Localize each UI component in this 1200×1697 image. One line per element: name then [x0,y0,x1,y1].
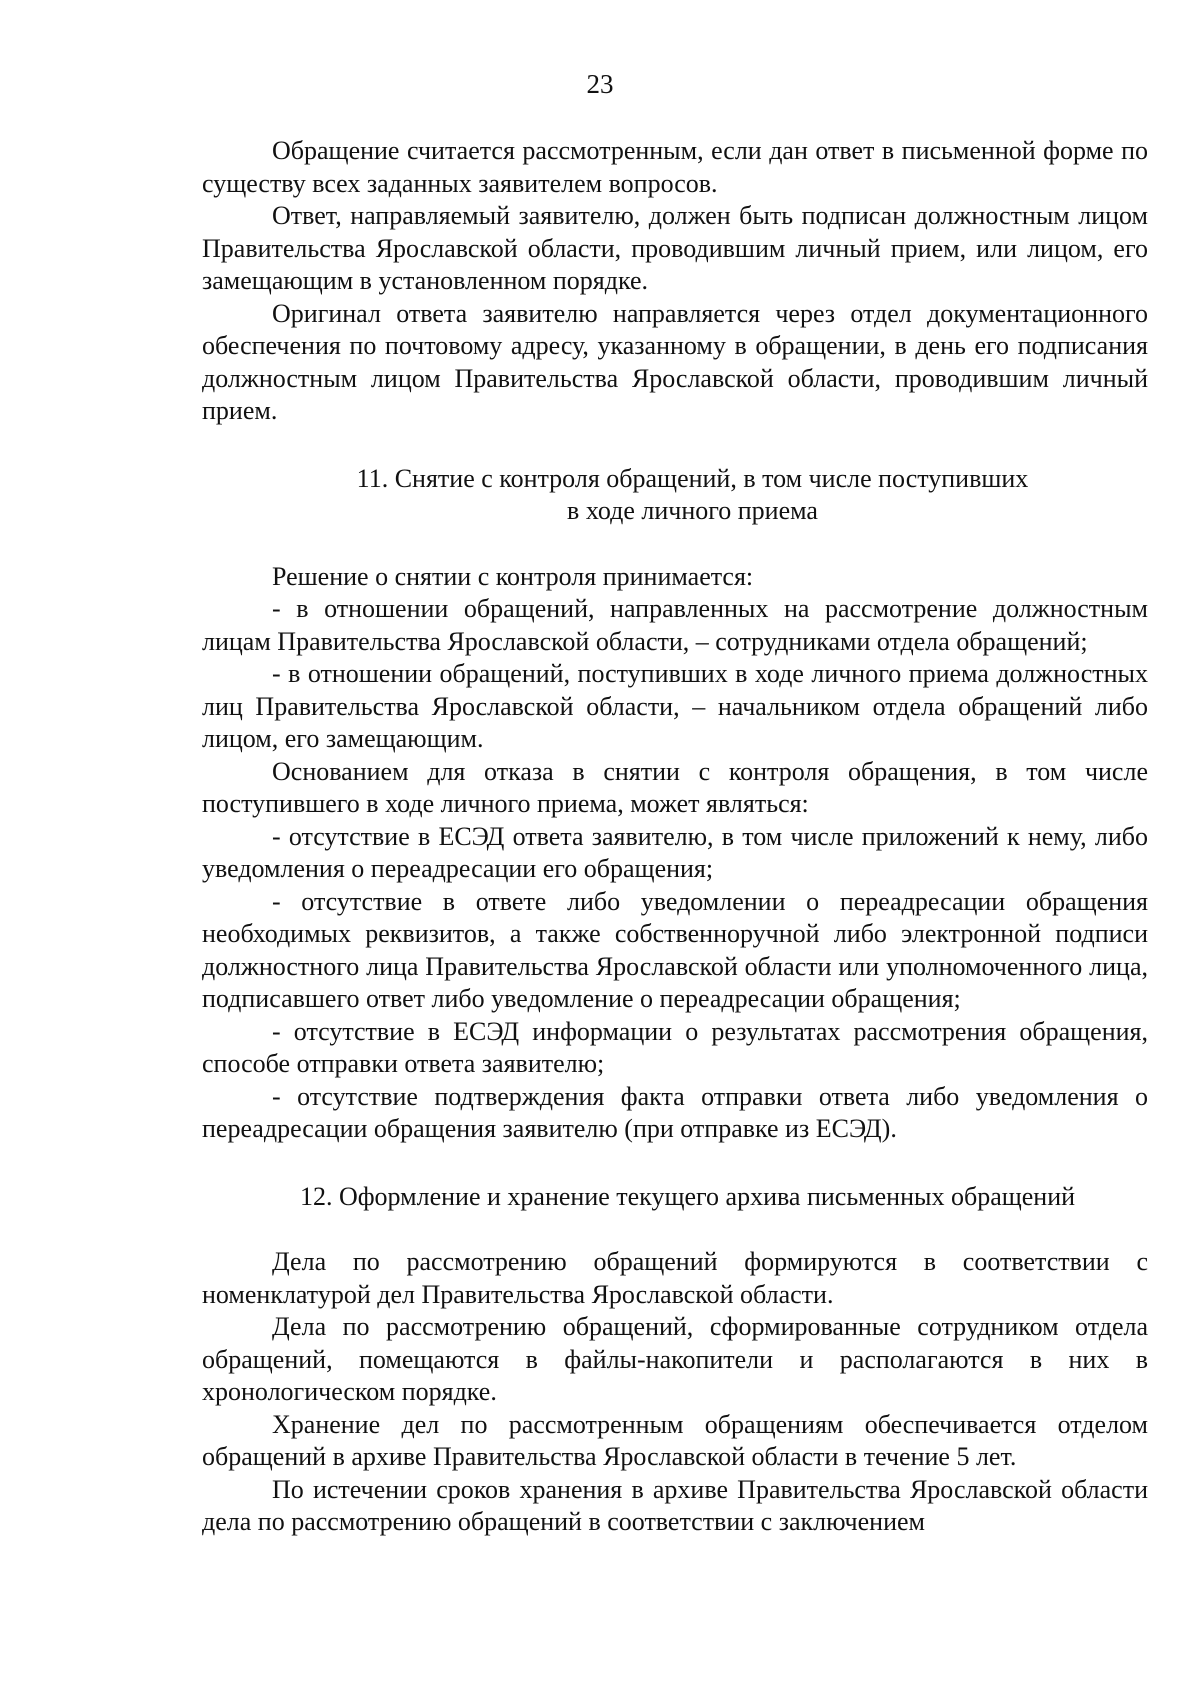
document-body [202,135,1148,1539]
list-item: - отсутствие в ЕСЭД ответа заявителю, в том числе приложений к нему, либо уведомления о переадресации его обращения; [202,821,1148,883]
paragraph: Хранение дел по рассмотренным обращениям обеспечивается отделом обращений в архиве Правительства Ярославской области в течение 5 лет. [202,1409,1148,1471]
list-item: - в отношении обращений, направленных на рассмотрение должностным лицам Правительства Ярославской области, – сотрудниками отдела обращений; [202,594,1148,656]
list-item: - отсутствие в ЕСЭД информации о результатах рассмотрения обращения, способе отправки ответа заявителю; [202,1016,1148,1078]
paragraph: Ответ, направляемый заявителю, должен быть подписан должностным лицом Правительства Ярославской области, проводившим личный прием, или лицом, его замещающим в установленном порядке. [202,201,1148,295]
paragraph: Дела по рассмотрению обращений формируются в соответствии с номенклатурой дел Правительства Ярославской области. [202,1247,1148,1309]
paragraph: Обращение считается рассмотренным, если дан ответ в письменной форме по существу всех заданных заявителем вопросов. [202,136,1148,198]
section-11-heading-line2: в ходе личного приема [567,496,818,525]
paragraph: Основанием для отказа в снятии с контроля обращения, в том числе поступившего в ходе личного приема, может являться: [202,756,1148,818]
section-12-heading: 12. Оформление и хранение текущего архива письменных обращений [299,1181,1076,1211]
list-item: - в отношении обращений, поступивших в ходе личного приема должностных лиц Правительства Ярославской области, – начальником отдела обращений либо лицом, его замещающим. [202,659,1148,753]
paragraph: Дела по рассмотрению обращений, сформированные сотрудником отдела обращений, помещаются в файлы-накопители и располагаются в них в хронологическом порядке. [202,1312,1148,1406]
section-11-heading [202,463,1148,528]
page-number: 23 [586,69,614,99]
section-11-heading-line1: 11. Снятие с контроля обращений, в том числе поступивших [356,463,1029,493]
paragraph: Решение о снятии с контроля принимается: [272,561,754,591]
list-item: - отсутствие подтверждения факта отправки ответа либо уведомления о переадресации обращения заявителю (при отправке из ЕСЭД). [202,1081,1148,1143]
paragraph: Оригинал ответа заявителю направляется через отдел документационного обеспечения по почтовому адресу, указанному в обращении, в день его подписания должностным лицом Правительства Ярославской области, проводившим личный прием. [202,298,1148,425]
list-item: - отсутствие в ответе либо уведомлении о переадресации обращения необходимых реквизитов, а также собственноручной либо электронной подписи должностного лица Правительства Ярославской области или уполномоченного лица, подписавшего ответ либо уведомление о переадресации обращения; [202,886,1148,1013]
paragraph: По истечении сроков хранения в архиве Правительства Ярославской области дела по рассмотрению обращений в соответствии с заключением [202,1474,1148,1536]
